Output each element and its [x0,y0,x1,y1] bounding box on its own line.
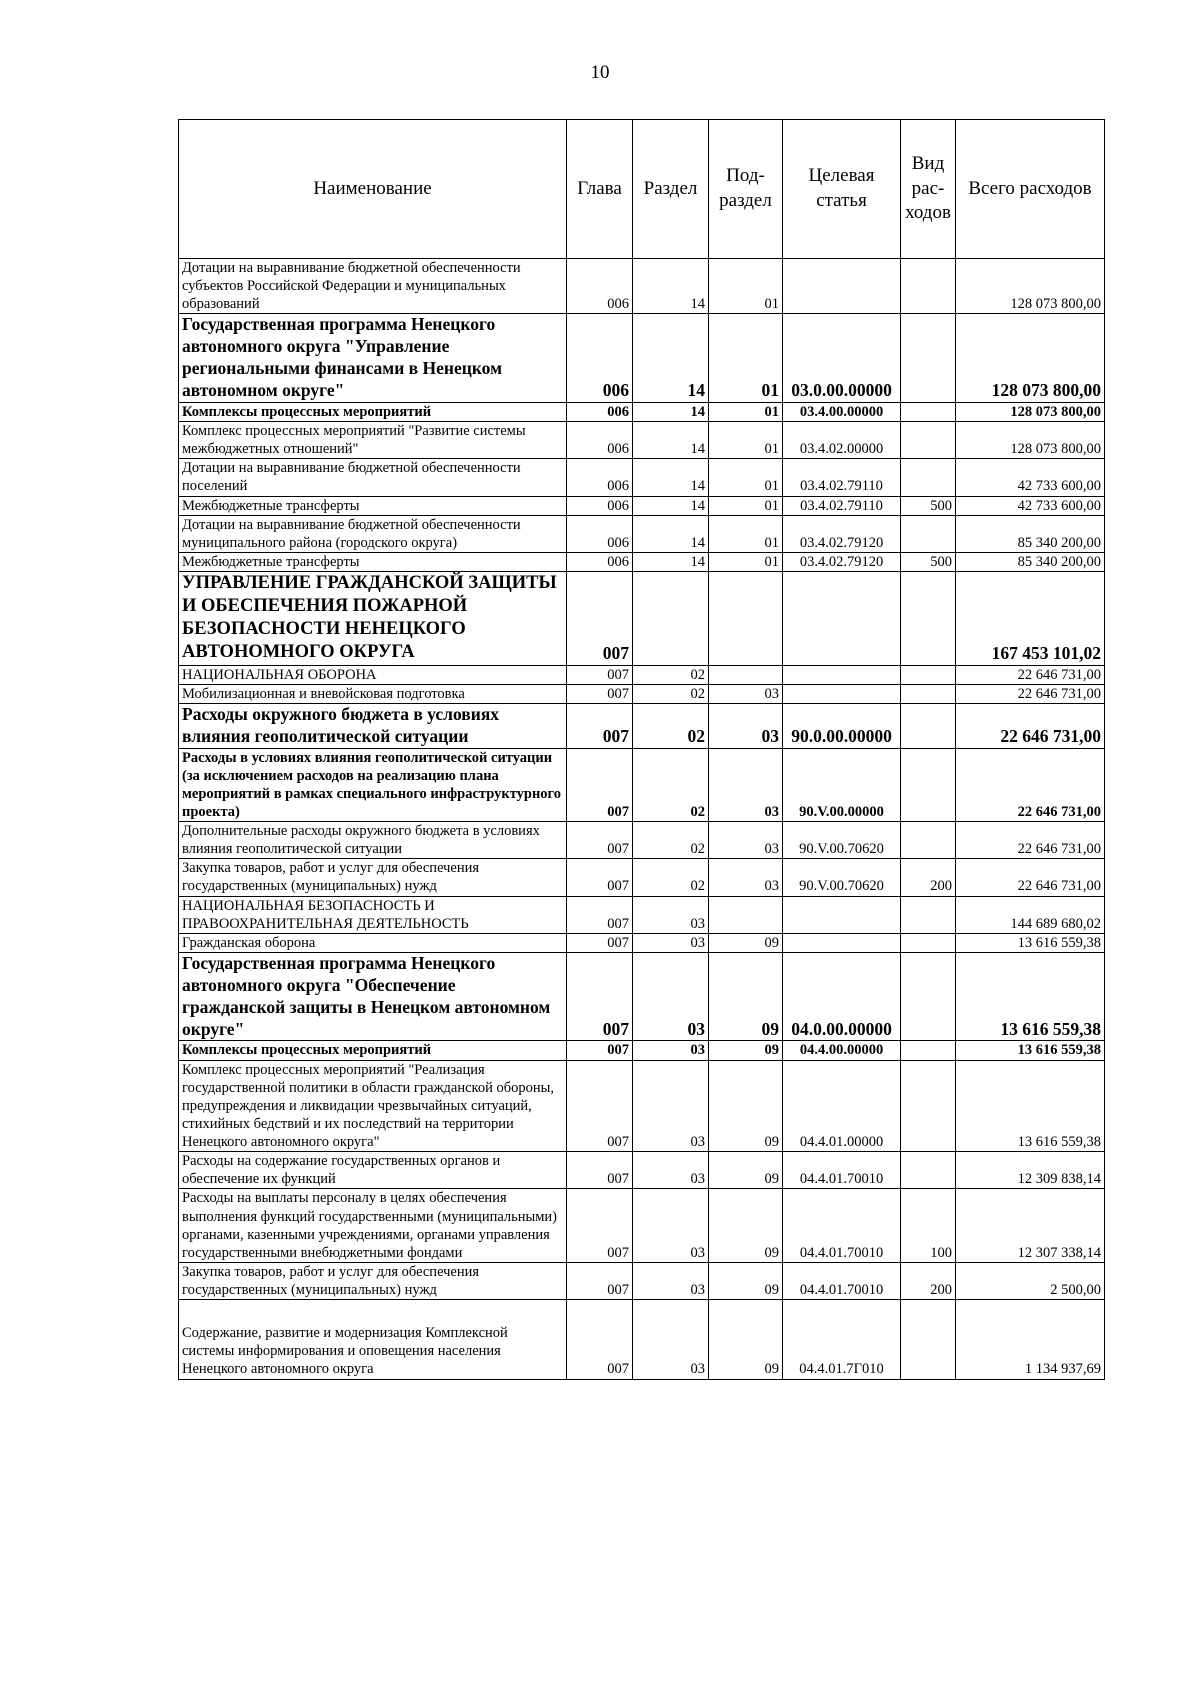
cell-subsection: 09 [709,1300,783,1379]
cell-kind: 100 [901,1189,956,1263]
table-row [179,422,1105,459]
cell-chapter: 007 [567,703,633,748]
cell-section: 03 [633,952,709,1041]
table-row [179,572,1105,666]
cell-section: 14 [633,314,709,403]
cell-name: Комплекс процессных мероприятий "Развитие системы межбюджетных отношений" [179,422,567,459]
table-row [179,1060,1105,1152]
table-row [179,859,1105,896]
cell-chapter: 007 [567,665,633,684]
cell-kind [901,1152,956,1189]
cell-total: 42 733 600,00 [956,459,1105,496]
table-row [179,459,1105,496]
cell-name: Расходы окружного бюджета в условиях влияния геополитической ситуации [179,703,567,748]
header-subsection: Под-раздел [709,120,783,259]
header-row [179,120,1105,259]
cell-chapter: 007 [567,1041,633,1060]
cell-chapter: 007 [567,933,633,952]
cell-name: Межбюджетные трансферты [179,496,567,515]
cell-chapter: 007 [567,859,633,896]
table-row [179,952,1105,1041]
cell-section: 03 [633,933,709,952]
cell-subsection: 09 [709,1262,783,1299]
cell-section: 03 [633,1262,709,1299]
cell-name: Закупка товаров, работ и услуг для обеспечения государственных (муниципальных) нужд [179,1262,567,1299]
cell-subsection: 01 [709,422,783,459]
cell-chapter: 006 [567,422,633,459]
cell-name: Комплексы процессных мероприятий [179,1041,567,1060]
cell-section: 14 [633,402,709,421]
cell-subsection: 03 [709,822,783,859]
cell-subsection: 01 [709,515,783,552]
cell-target: 03.4.02.00000 [783,422,901,459]
cell-chapter: 007 [567,896,633,933]
header-chapter: Глава [567,120,633,259]
cell-name: Государственная программа Ненецкого автономного округа "Обеспечение гражданской защиты в Ненецком автономном округе" [179,952,567,1041]
header-name: Наименование [179,120,567,259]
cell-subsection: 03 [709,684,783,703]
table-row [179,314,1105,403]
cell-name: Межбюджетные трансферты [179,552,567,571]
table-body [179,259,1105,1380]
cell-chapter: 007 [567,1060,633,1152]
cell-target [783,665,901,684]
cell-total: 22 646 731,00 [956,822,1105,859]
cell-subsection: 09 [709,933,783,952]
cell-total: 128 073 800,00 [956,422,1105,459]
table-row [179,665,1105,684]
table-row [179,933,1105,952]
cell-name: Мобилизационная и вневойсковая подготовка [179,684,567,703]
cell-subsection: 09 [709,1152,783,1189]
cell-target [783,684,901,703]
cell-subsection: 09 [709,1041,783,1060]
cell-kind [901,952,956,1041]
cell-total: 1 134 937,69 [956,1300,1105,1379]
cell-kind [901,572,956,666]
cell-kind [901,665,956,684]
header-section: Раздел [633,120,709,259]
cell-target: 03.4.02.79120 [783,515,901,552]
cell-subsection: 03 [709,703,783,748]
cell-chapter: 007 [567,952,633,1041]
cell-subsection: 01 [709,402,783,421]
cell-section: 03 [633,1041,709,1060]
table-row [179,1300,1105,1379]
cell-name: Комплексы процессных мероприятий [179,402,567,421]
cell-name: УПРАВЛЕНИЕ ГРАЖДАНСКОЙ ЗАЩИТЫ И ОБЕСПЕЧЕНИЯ ПОЖАРНОЙ БЕЗОПАСНОСТИ НЕНЕЦКОГО АВТОНОМНОГО ОКРУГА [179,572,567,666]
cell-kind: 200 [901,1262,956,1299]
cell-target: 04.4.01.70010 [783,1152,901,1189]
cell-total: 167 453 101,02 [956,572,1105,666]
cell-subsection: 09 [709,1189,783,1263]
cell-total: 22 646 731,00 [956,703,1105,748]
cell-subsection: 01 [709,552,783,571]
cell-subsection: 01 [709,496,783,515]
cell-chapter: 006 [567,515,633,552]
cell-subsection [709,896,783,933]
table-row [179,822,1105,859]
cell-target: 04.4.01.7Г010 [783,1300,901,1379]
cell-section: 02 [633,665,709,684]
cell-target: 03.4.02.79110 [783,496,901,515]
cell-total: 13 616 559,38 [956,933,1105,952]
cell-target [783,572,901,666]
cell-section: 14 [633,496,709,515]
cell-section: 02 [633,822,709,859]
cell-name: Содержание, развитие и модернизация Комплексной системы информирования и оповещения населения Ненецкого автономного округа [179,1300,567,1379]
cell-section: 02 [633,703,709,748]
cell-total: 12 309 838,14 [956,1152,1105,1189]
cell-subsection [709,665,783,684]
cell-total: 22 646 731,00 [956,684,1105,703]
cell-target: 04.4.00.00000 [783,1041,901,1060]
cell-subsection: 01 [709,459,783,496]
cell-kind [901,1041,956,1060]
cell-total: 13 616 559,38 [956,1041,1105,1060]
table-row [179,684,1105,703]
cell-name: Дотации на выравнивание бюджетной обеспеченности муниципального района (городского округа) [179,515,567,552]
cell-name: Расходы в условиях влияния геополитической ситуации (за исключением расходов на реализацию плана мероприятий в рамках специального инфраструктурного проекта) [179,748,567,822]
cell-target: 03.0.00.00000 [783,314,901,403]
header-target: Целевая статья [783,120,901,259]
cell-chapter: 006 [567,402,633,421]
table-row [179,1189,1105,1263]
table-row [179,402,1105,421]
table-row [179,1152,1105,1189]
cell-target: 04.4.01.70010 [783,1189,901,1263]
cell-target: 90.V.00.70620 [783,822,901,859]
cell-kind [901,515,956,552]
cell-subsection: 03 [709,859,783,896]
budget-table [178,119,1105,1380]
cell-section: 14 [633,459,709,496]
cell-section: 02 [633,748,709,822]
cell-kind [901,259,956,314]
cell-name: Государственная программа Ненецкого автономного округа "Управление региональными финансами в Ненецком автономном округе" [179,314,567,403]
cell-chapter: 007 [567,1300,633,1379]
cell-total: 22 646 731,00 [956,859,1105,896]
cell-section: 03 [633,896,709,933]
table-row [179,1262,1105,1299]
table-row [179,1041,1105,1060]
cell-kind [901,933,956,952]
cell-target: 90.V.00.00000 [783,748,901,822]
cell-total: 85 340 200,00 [956,552,1105,571]
cell-chapter: 007 [567,1189,633,1263]
cell-total: 128 073 800,00 [956,259,1105,314]
cell-subsection: 01 [709,314,783,403]
cell-total: 85 340 200,00 [956,515,1105,552]
cell-total: 42 733 600,00 [956,496,1105,515]
cell-kind [901,684,956,703]
table-row [179,259,1105,314]
cell-chapter: 006 [567,459,633,496]
cell-section: 14 [633,552,709,571]
cell-total: 13 616 559,38 [956,1060,1105,1152]
cell-total: 13 616 559,38 [956,952,1105,1041]
table-row [179,896,1105,933]
cell-kind: 200 [901,859,956,896]
cell-kind [901,748,956,822]
cell-kind [901,1060,956,1152]
cell-name: Дотации на выравнивание бюджетной обеспеченности поселений [179,459,567,496]
cell-target: 04.0.00.00000 [783,952,901,1041]
cell-kind: 500 [901,552,956,571]
cell-name: Закупка товаров, работ и услуг для обеспечения государственных (муниципальных) нужд [179,859,567,896]
cell-target [783,933,901,952]
cell-total: 144 689 680,02 [956,896,1105,933]
cell-name: Расходы на выплаты персоналу в целях обеспечения выполнения функций государственными (муниципальными) органами, казенными учреждениями, органами управления государственными внебюджетными фондами [179,1189,567,1263]
cell-subsection: 09 [709,1060,783,1152]
cell-target: 03.4.02.79120 [783,552,901,571]
cell-chapter: 007 [567,1262,633,1299]
cell-total: 128 073 800,00 [956,314,1105,403]
cell-chapter: 006 [567,314,633,403]
cell-total: 2 500,00 [956,1262,1105,1299]
cell-name: Дотации на выравнивание бюджетной обеспеченности субъектов Российской Федерации и муниципальных образований [179,259,567,314]
cell-subsection: 03 [709,748,783,822]
table-row [179,748,1105,822]
cell-target: 03.4.02.79110 [783,459,901,496]
header-kind: Вид рас-ходов [901,120,956,259]
cell-target: 03.4.00.00000 [783,402,901,421]
cell-name: Комплекс процессных мероприятий "Реализация государственной политики в области гражданской обороны, предупреждения и ликвидации чрезвычайных ситуаций, стихийных бедствий и их последствий на территории Ненецкого автономного округа" [179,1060,567,1152]
cell-total: 22 646 731,00 [956,748,1105,822]
cell-section: 02 [633,684,709,703]
cell-kind [901,459,956,496]
cell-kind: 500 [901,496,956,515]
cell-name: Дополнительные расходы окружного бюджета в условиях влияния геополитической ситуации [179,822,567,859]
cell-name: НАЦИОНАЛЬНАЯ БЕЗОПАСНОСТЬ И ПРАВООХРАНИТЕЛЬНАЯ ДЕЯТЕЛЬНОСТЬ [179,896,567,933]
cell-chapter: 006 [567,259,633,314]
cell-kind [901,422,956,459]
cell-chapter: 007 [567,822,633,859]
cell-chapter: 007 [567,684,633,703]
cell-name: Гражданская оборона [179,933,567,952]
cell-target: 90.0.00.00000 [783,703,901,748]
cell-section: 14 [633,259,709,314]
cell-chapter: 006 [567,496,633,515]
cell-section: 03 [633,1060,709,1152]
cell-total: 128 073 800,00 [956,402,1105,421]
cell-kind [901,1300,956,1379]
cell-subsection: 01 [709,259,783,314]
cell-total: 22 646 731,00 [956,665,1105,684]
page-number: 10 [590,62,610,83]
cell-section: 02 [633,859,709,896]
cell-section: 03 [633,1152,709,1189]
cell-kind [901,402,956,421]
cell-name: НАЦИОНАЛЬНАЯ ОБОРОНА [179,665,567,684]
cell-target [783,259,901,314]
cell-section: 14 [633,422,709,459]
cell-kind [901,703,956,748]
table-row [179,515,1105,552]
cell-target: 04.4.01.70010 [783,1262,901,1299]
cell-section: 14 [633,515,709,552]
cell-subsection [709,572,783,666]
cell-section: 03 [633,1300,709,1379]
cell-kind [901,314,956,403]
cell-total: 12 307 338,14 [956,1189,1105,1263]
cell-chapter: 007 [567,748,633,822]
cell-chapter: 006 [567,552,633,571]
cell-name: Расходы на содержание государственных органов и обеспечение их функций [179,1152,567,1189]
table-row [179,703,1105,748]
table-row [179,496,1105,515]
cell-kind [901,822,956,859]
table-row [179,552,1105,571]
cell-subsection: 09 [709,952,783,1041]
header-total: Всего расходов [956,120,1105,259]
cell-kind [901,896,956,933]
cell-chapter: 007 [567,1152,633,1189]
cell-section [633,572,709,666]
cell-section: 03 [633,1189,709,1263]
cell-target: 04.4.01.00000 [783,1060,901,1152]
cell-target [783,896,901,933]
cell-target: 90.V.00.70620 [783,859,901,896]
cell-chapter: 007 [567,572,633,666]
